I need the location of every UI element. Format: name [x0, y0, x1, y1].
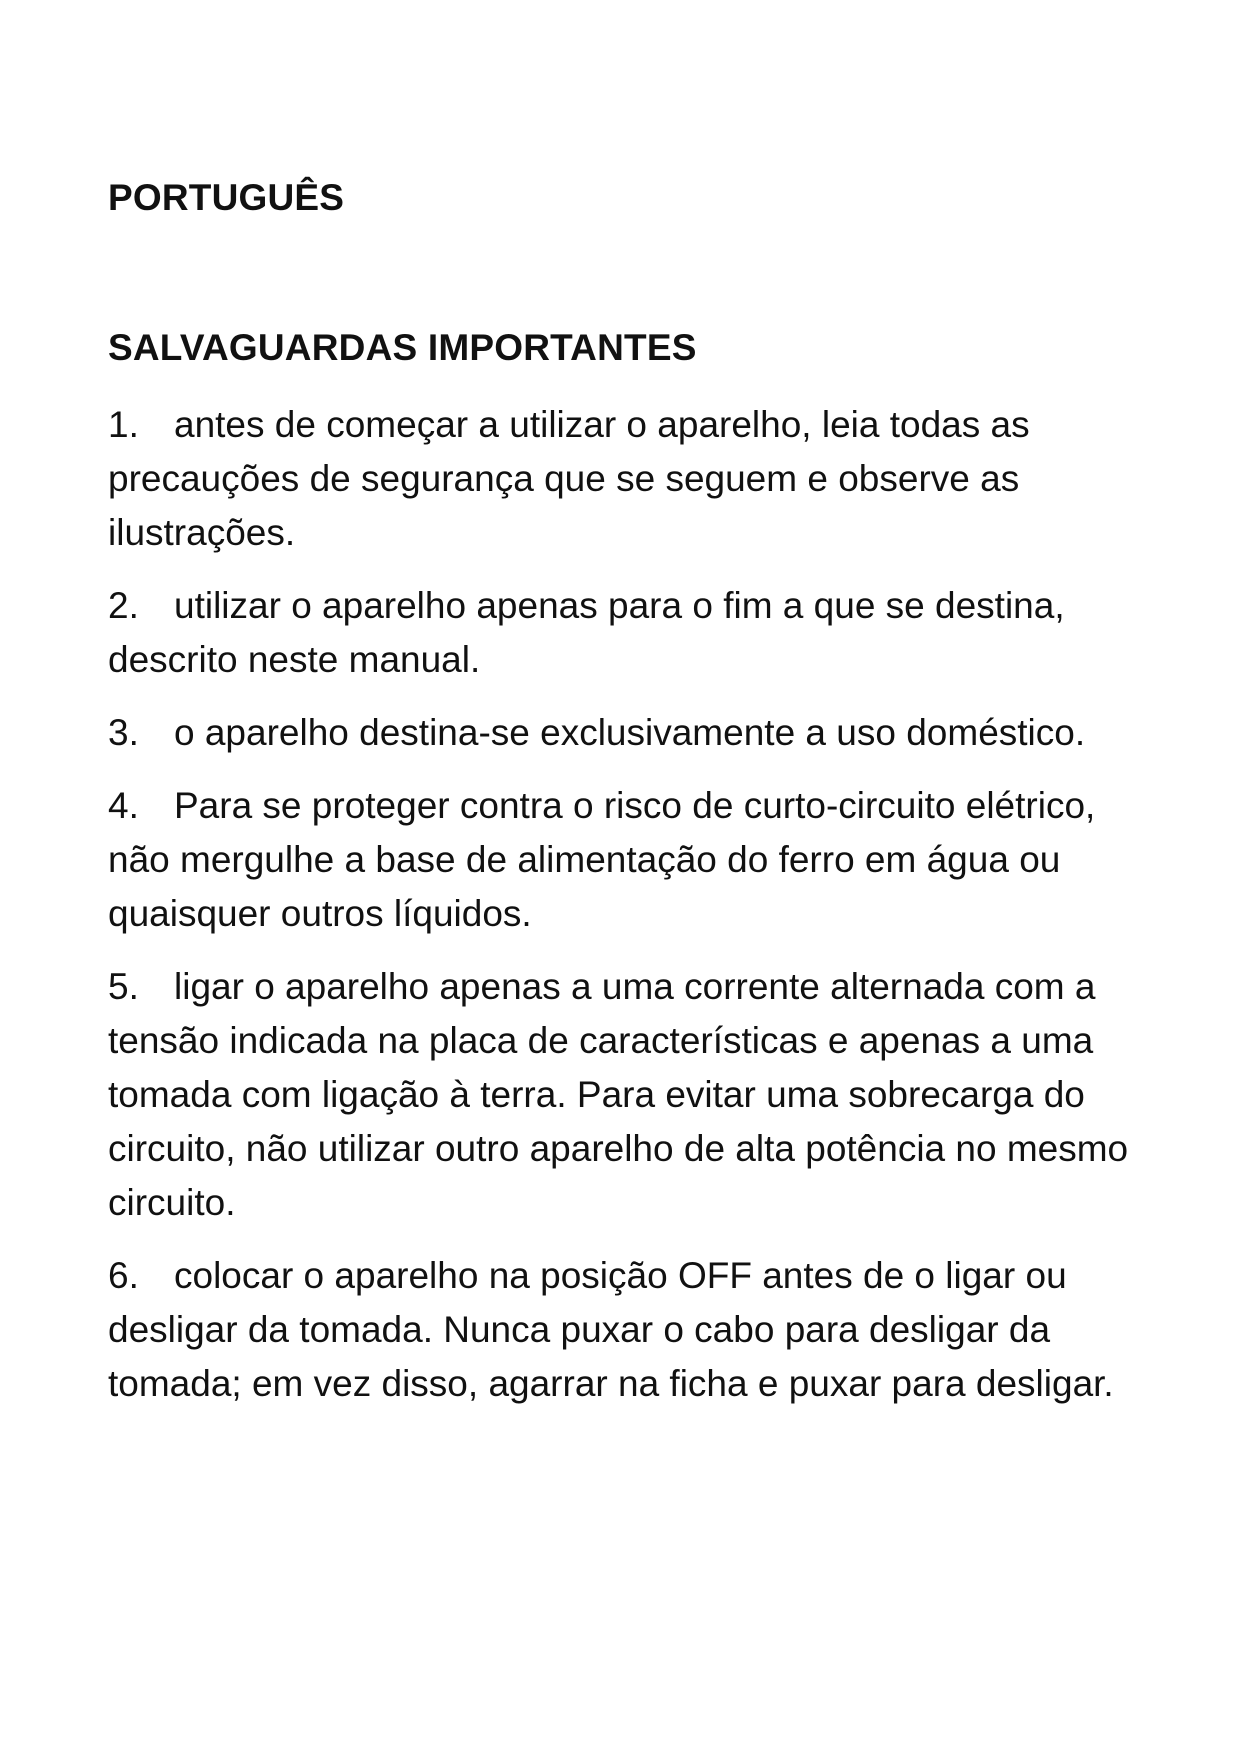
section-title: SALVAGUARDAS IMPORTANTES	[108, 327, 697, 368]
list-item	[108, 398, 1148, 560]
item-text: colocar o aparelho na posição OFF antes de o ligar ou desligar da tomada. Nunca puxar o cabo para desligar da tomada; em vez disso, agarrar na ficha e puxar para desligar.	[108, 1255, 1114, 1404]
item-text: Para se proteger contra o risco de curto-circuito elétrico, não mergulhe a base de alimentação do ferro em água ou quaisquer outros líquidos.	[108, 785, 1096, 934]
item-number: 6.	[108, 1255, 139, 1296]
safeguards-list	[108, 398, 1148, 1430]
item-text: utilizar o aparelho apenas para o fim a que se destina, descrito neste manual.	[108, 585, 1065, 680]
item-number: 3.	[108, 712, 139, 753]
item-text: o aparelho destina-se exclusivamente a uso doméstico.	[174, 712, 1086, 753]
item-text: antes de começar a utilizar o aparelho, leia todas as precauções de segurança que se seguem e observe as ilustrações.	[108, 404, 1030, 553]
list-item	[108, 579, 1148, 687]
list-item	[108, 779, 1148, 941]
list-item	[108, 960, 1148, 1230]
item-number: 2.	[108, 585, 139, 626]
item-number: 5.	[108, 966, 139, 1007]
item-number: 1.	[108, 404, 139, 445]
item-text: ligar o aparelho apenas a uma corrente alternada com a tensão indicada na placa de características e apenas a uma tomada com ligação à terra. Para evitar uma sobrecarga do circuito, não utilizar outro aparelho de alta potência no mesmo circuito.	[108, 966, 1129, 1223]
item-number: 4.	[108, 785, 139, 826]
list-item	[108, 1249, 1148, 1411]
list-item	[108, 706, 1148, 760]
language-heading: PORTUGUÊS	[108, 177, 345, 218]
